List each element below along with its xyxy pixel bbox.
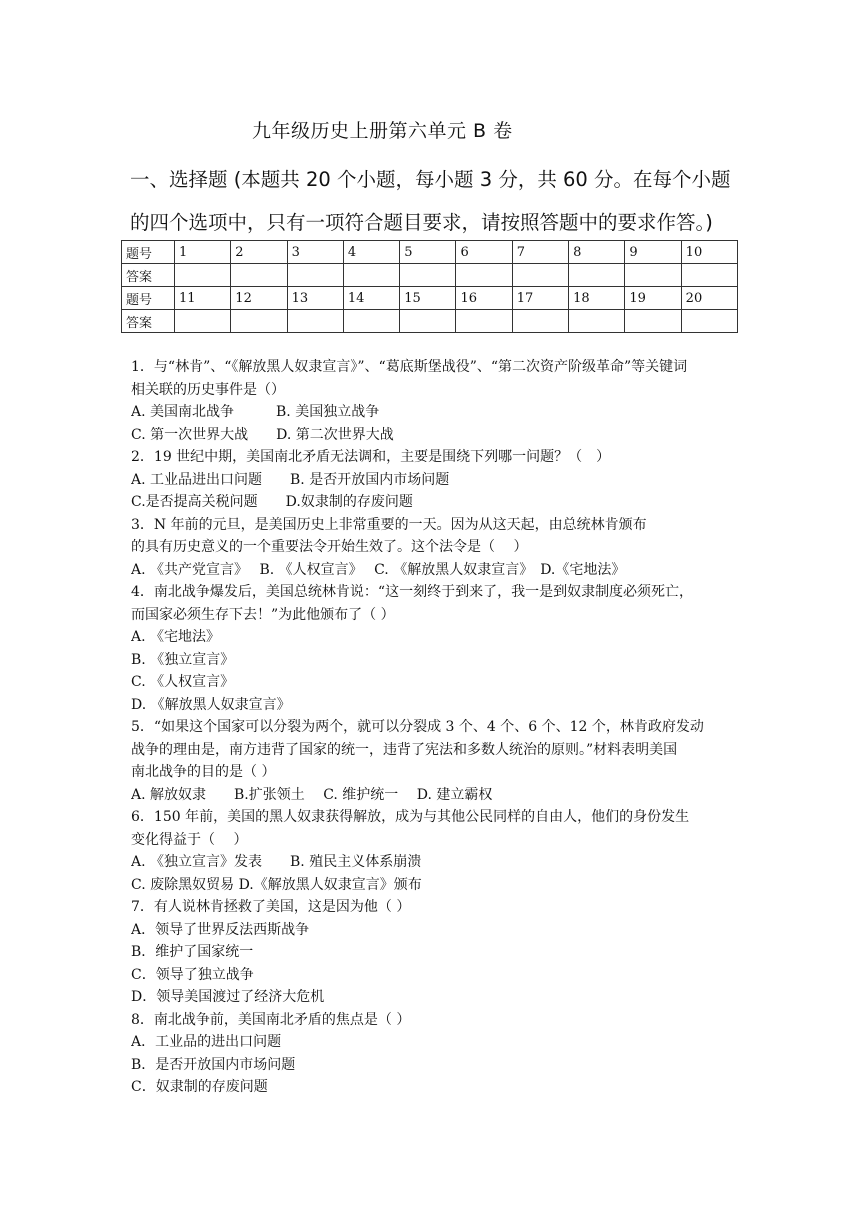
answer-option: B．维护了国家统一 (131, 944, 254, 960)
answer-option: D. 《解放黑人奴隶宣言》 (131, 696, 291, 713)
question-number-cell: 4 (343, 241, 399, 264)
answer-cell[interactable] (456, 310, 512, 333)
question-stem: 1．与“林肯”、“《解放黑人奴隶宣言》”、“葛底斯堡战役”、“第二次资产阶级革命”等关键词 (131, 359, 688, 375)
table-row (122, 287, 738, 310)
answer-cell[interactable] (569, 310, 625, 333)
question-stem: 8．南北战争前，美国南北矛盾的焦点是（ ） (131, 1011, 411, 1028)
question-stem: 而国家必须生存下去！”为此他颁布了（ ） (131, 606, 395, 623)
question-list (131, 356, 743, 1099)
answer-cell[interactable] (681, 310, 737, 333)
answer-cell[interactable] (400, 264, 456, 287)
question-number-cell: 16 (456, 287, 512, 310)
answer-cell[interactable] (512, 310, 568, 333)
answer-table (121, 240, 738, 333)
answer-cell[interactable] (400, 310, 456, 333)
answer-cell[interactable] (343, 310, 399, 333)
answer-cell[interactable] (625, 310, 681, 333)
answer-option: A．工业品的进出口问题 (131, 1034, 282, 1050)
question-stem: 相关联的历史事件是（） (131, 381, 285, 398)
answer-cell[interactable] (456, 264, 512, 287)
answer-option: B．是否开放国内市场问题 (131, 1056, 296, 1073)
table-row (122, 264, 738, 287)
question-stem: 3．N 年前的元旦，是美国历史上非常重要的一天。因为从这天起，由总统林肯颁布 (131, 516, 647, 533)
answer-option: A. 解放奴隶 B.扩张领土 C. 维护统一 D. 建立霸权 (131, 786, 493, 803)
question-number-cell: 13 (287, 287, 343, 310)
answer-option: C．领导了独立战争 (131, 966, 254, 983)
question-stem: 南北战争的目的是（ ） (131, 764, 276, 780)
answer-cell[interactable] (231, 310, 287, 333)
row-label: 答案 (122, 310, 175, 333)
question-stem: 变化得益于（ ） (131, 831, 248, 848)
answer-option: B. 《独立宣言》 (131, 651, 235, 668)
question-number-cell: 15 (400, 287, 456, 310)
answer-cell[interactable] (625, 264, 681, 287)
answer-option: A. 《宅地法》 (131, 629, 221, 645)
answer-option: A. 《共产党宣言》 B. 《人权宣言》 C. 《解放黑人奴隶宣言》 D.《宅地法》 (131, 561, 626, 578)
answer-option: C．奴隶制的存废问题 (131, 1079, 268, 1095)
question-number-cell: 14 (343, 287, 399, 310)
question-stem: 2．19 世纪中期，美国南北矛盾无法调和，主要是围绕下列哪一问题？（ ） (131, 449, 611, 465)
question-number-cell: 2 (231, 241, 287, 264)
answer-cell[interactable] (175, 264, 231, 287)
answer-cell[interactable] (681, 264, 737, 287)
section-line: 一、选择题 (本题共 20 个小题，每小题 3 分，共 60 分。在每个小题 (130, 168, 731, 191)
question-number-cell: 8 (569, 241, 625, 264)
answer-cell[interactable] (231, 264, 287, 287)
answer-cell[interactable] (287, 264, 343, 287)
answer-option: C. 第一次世界大战 D. 第二次世界大战 (131, 426, 394, 443)
answer-option: C. 《人权宣言》 (131, 674, 235, 690)
question-stem: 的具有历史意义的一个重要法令开始生效了。这个法令是（ ） (131, 539, 528, 555)
section-line: 的四个选项中，只有一项符合题目要求，请按照答题中的要求作答。) (130, 211, 713, 234)
answer-option: A. 美国南北战争 B. 美国独立战争 (131, 404, 380, 420)
answer-cell[interactable] (343, 264, 399, 287)
question-stem: 7．有人说林肯拯救了美国，这是因为他（ ） (131, 899, 411, 915)
question-number-cell: 11 (175, 287, 231, 310)
table-row (122, 310, 738, 333)
question-stem: 战争的理由是，南方违背了国家的统一，违背了宪法和多数人统治的原则。”材料表明美国 (131, 741, 678, 758)
question-stem: 4．南北战争爆发后，美国总统林肯说：“这一刻终于到来了，我一是到奴隶制度必须死亡， (131, 584, 694, 600)
answer-cell[interactable] (512, 264, 568, 287)
question-number-cell: 18 (569, 287, 625, 310)
question-number-cell: 9 (625, 241, 681, 264)
answer-option: A. 工业品进出口问题 B. 是否开放国内市场问题 (131, 471, 450, 488)
question-number-cell: 5 (400, 241, 456, 264)
question-number-cell: 3 (287, 241, 343, 264)
row-label: 答案 (122, 264, 175, 287)
answer-option: C.是否提高关税问题 D.奴隶制的存废问题 (131, 494, 413, 510)
question-number-cell: 17 (512, 287, 568, 310)
answer-option: A．领导了世界反法西斯战争 (131, 921, 310, 938)
question-number-cell: 7 (512, 241, 568, 264)
page-title: 九年级历史上册第六单元 B 卷 (252, 120, 513, 142)
row-label: 题号 (122, 241, 175, 264)
table-row (122, 241, 738, 264)
answer-option: A. 《独立宣言》发表 B. 殖民主义体系崩溃 (131, 854, 422, 870)
row-label: 题号 (122, 287, 175, 310)
answer-option: D．领导美国渡过了经济大危机 (131, 989, 325, 1005)
question-number-cell: 19 (625, 287, 681, 310)
question-number-cell: 20 (681, 287, 737, 310)
question-number-cell: 6 (456, 241, 512, 264)
question-number-cell: 10 (681, 241, 737, 264)
answer-option: C. 废除黑奴贸易 D.《解放黑人奴隶宣言》颁布 (131, 876, 422, 893)
question-number-cell: 1 (175, 241, 231, 264)
answer-cell[interactable] (287, 310, 343, 333)
question-stem: 5．“如果这个国家可以分裂为两个，就可以分裂成 3 个、4 个、6 个、12 个，林肯政府发动 (131, 719, 704, 735)
question-number-cell: 12 (231, 287, 287, 310)
answer-cell[interactable] (175, 310, 231, 333)
answer-cell[interactable] (569, 264, 625, 287)
question-stem: 6．150 年前，美国的黑人奴隶获得解放，成为与其他公民同样的自由人，他们的身份发生 (131, 809, 690, 825)
section-instructions (130, 158, 740, 244)
